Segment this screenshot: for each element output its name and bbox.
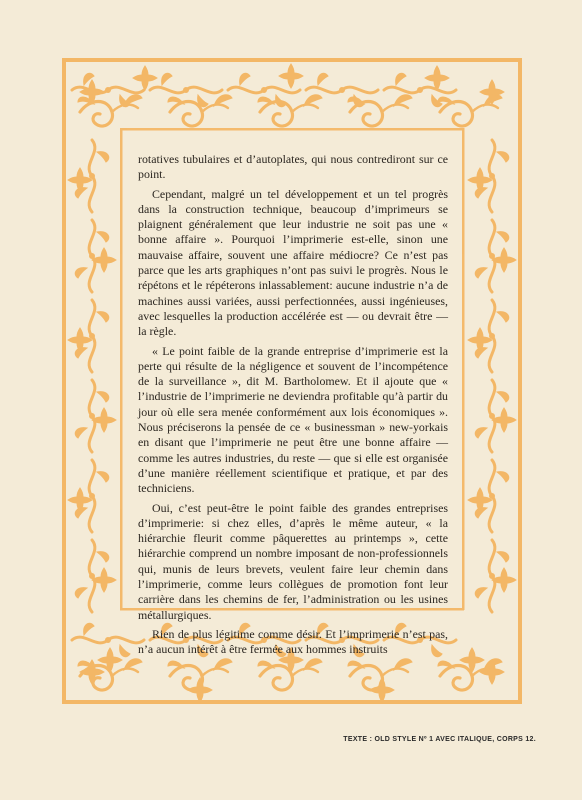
- paragraph: Cependant, malgré un tel développement et un tel progrès dans la construction technique, beaucoup d’imprimeurs se plaignent généralement que leur industrie ne soit pas une « bonne affaire ». Pourquoi l’imprimerie est-elle, sinon une mauvaise affaire, souvent une affaire médiocre? Ce n’est pas parce que les arts graphiques n’ont pas suivi le progrès. Nous le répétons et le répéterons inlassablement: aucune industrie n’a de machines aussi variées, aussi perfectionnées, aussi ingénieuses, avec lesquelles la production accélérée est — ou devrait être — la règle.: [138, 186, 448, 339]
- type-specimen-caption: TEXTE : OLD STYLE Nº 1 AVEC ITALIQUE, CORPS 12.: [343, 736, 536, 743]
- paragraph: Rien de plus légitime comme désir. Et l’imprimerie n’est pas, n’a aucun intérêt à être fermée aux hommes instruits: [138, 626, 448, 657]
- body-text: [138, 152, 448, 657]
- paragraph: « Le point faible de la grande entreprise d’imprimerie est la perte qui résulte de la négligence et souvent de l’incompétence de la surveillance », dit M. Bartholomew. Et il ajoute que « l’industrie de l’imprimerie ne deviendra profitable qu’à partir du jour où elle sera menée conformément aux lois économiques ». Nous préciserons la pensée de ce « businessman » new-yorkais en disant que l’imprimerie ne peut être une bonne affaire — comme les autres industries, du reste — que si elle est organisée d’une manière réellement scientifique et pratique, et par des techniciens.: [138, 343, 448, 496]
- paragraph: rotatives tubulaires et d’autoplates, qui nous contrediront sur ce point.: [138, 152, 448, 182]
- paragraph: Oui, c’est peut-être le point faible des grandes entreprises d’imprimerie: si chez elles, d’après le même auteur, « la hiérarchie fleurit comme pâquerettes au printemps », cette hiérarchie comprend un nombre imposant de non-professionnels qui, munis de leurs brevets, veulent faire leur chemin dans l’imprimerie, comme leurs collègues de promotion font leur carrière dans les chemins de fer, l’administration ou les usines métallurgiques.: [138, 500, 448, 622]
